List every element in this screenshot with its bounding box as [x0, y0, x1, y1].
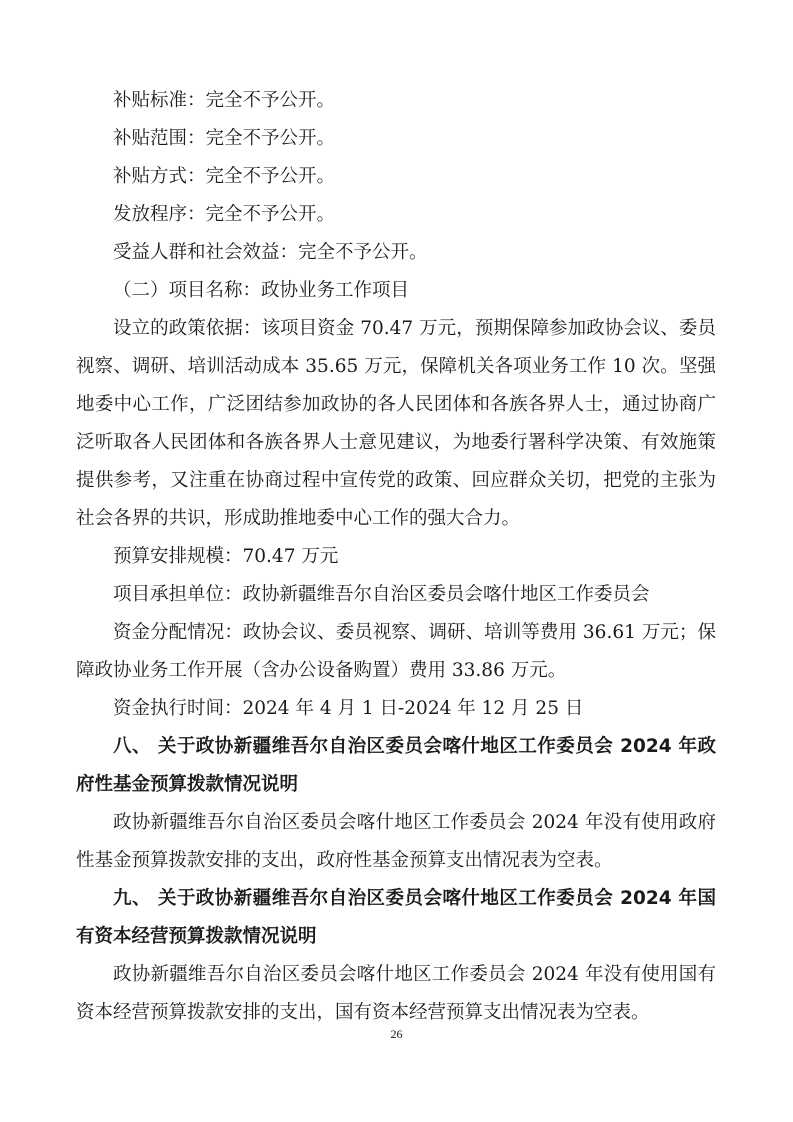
paragraph-line: 补贴范围：完全不予公开。 [113, 128, 336, 149]
paragraph-line: 发放程序：完全不予公开。 [113, 204, 336, 225]
paragraph-line: 设立的政策依据：该项目资金 70.47 万元，预期保障参加政协会议、委员 [113, 318, 716, 339]
paragraph-line: 资金分配情况：政协会议、委员视察、调研、培训等费用 36.61 万元；保 [113, 622, 716, 643]
section-heading-9-cont: 有资本经营预算拨款情况说明 [76, 926, 317, 947]
paragraph-line: 资本经营预算拨款安排的支出，国有资本经营预算支出情况表为空表。 [76, 1002, 650, 1023]
paragraph-line: 地委中心工作，广泛团结参加政协的各人民团体和各族各界人士，通过协商广 [76, 394, 716, 415]
section-heading-9: 九、 关于政协新疆维吾尔自治区委员会喀什地区工作委员会 2024 年国 [113, 888, 716, 909]
paragraph-line: 项目承担单位：政协新疆维吾尔自治区委员会喀什地区工作委员会 [113, 584, 650, 605]
paragraph-line: 泛听取各人民团体和各族各界人士意见建议，为地委行署科学决策、有效施策 [76, 432, 716, 453]
paragraph-line: 资金执行时间：2024 年 4 月 1 日-2024 年 12 月 25 日 [113, 698, 584, 719]
paragraph-line: 预算安排规模：70.47 万元 [113, 546, 339, 567]
paragraph-line: 障政协业务工作开展（含办公设备购置）费用 33.86 万元。 [76, 660, 567, 681]
paragraph-line: 提供参考，又注重在协商过程中宣传党的政策、回应群众关切，把党的主张为 [76, 470, 716, 491]
paragraph-line: 政协新疆维吾尔自治区委员会喀什地区工作委员会 2024 年没有使用国有 [113, 964, 716, 985]
paragraph-line: 受益人群和社会效益：完全不予公开。 [113, 242, 428, 263]
paragraph-line: 补贴标准：完全不予公开。 [113, 90, 336, 111]
paragraph-line: 性基金预算拨款安排的支出，政府性基金预算支出情况表为空表。 [76, 850, 613, 871]
paragraph-line: 社会各界的共识，形成助推地委中心工作的强大合力。 [76, 508, 521, 529]
section-heading-8: 八、 关于政协新疆维吾尔自治区委员会喀什地区工作委员会 2024 年政 [113, 736, 716, 757]
paragraph-line: 政协新疆维吾尔自治区委员会喀什地区工作委员会 2024 年没有使用政府 [113, 812, 716, 833]
paragraph-line: 补贴方式：完全不予公开。 [113, 166, 336, 187]
paragraph-line: 视察、调研、培训活动成本 35.65 万元，保障机关各项业务工作 10 次。坚强 [76, 356, 716, 377]
section-heading-8-cont: 府性基金预算拨款情况说明 [76, 774, 299, 795]
page-number: 26 [390, 1027, 403, 1041]
section-subheading: （二）项目名称：政协业务工作项目 [113, 280, 410, 301]
